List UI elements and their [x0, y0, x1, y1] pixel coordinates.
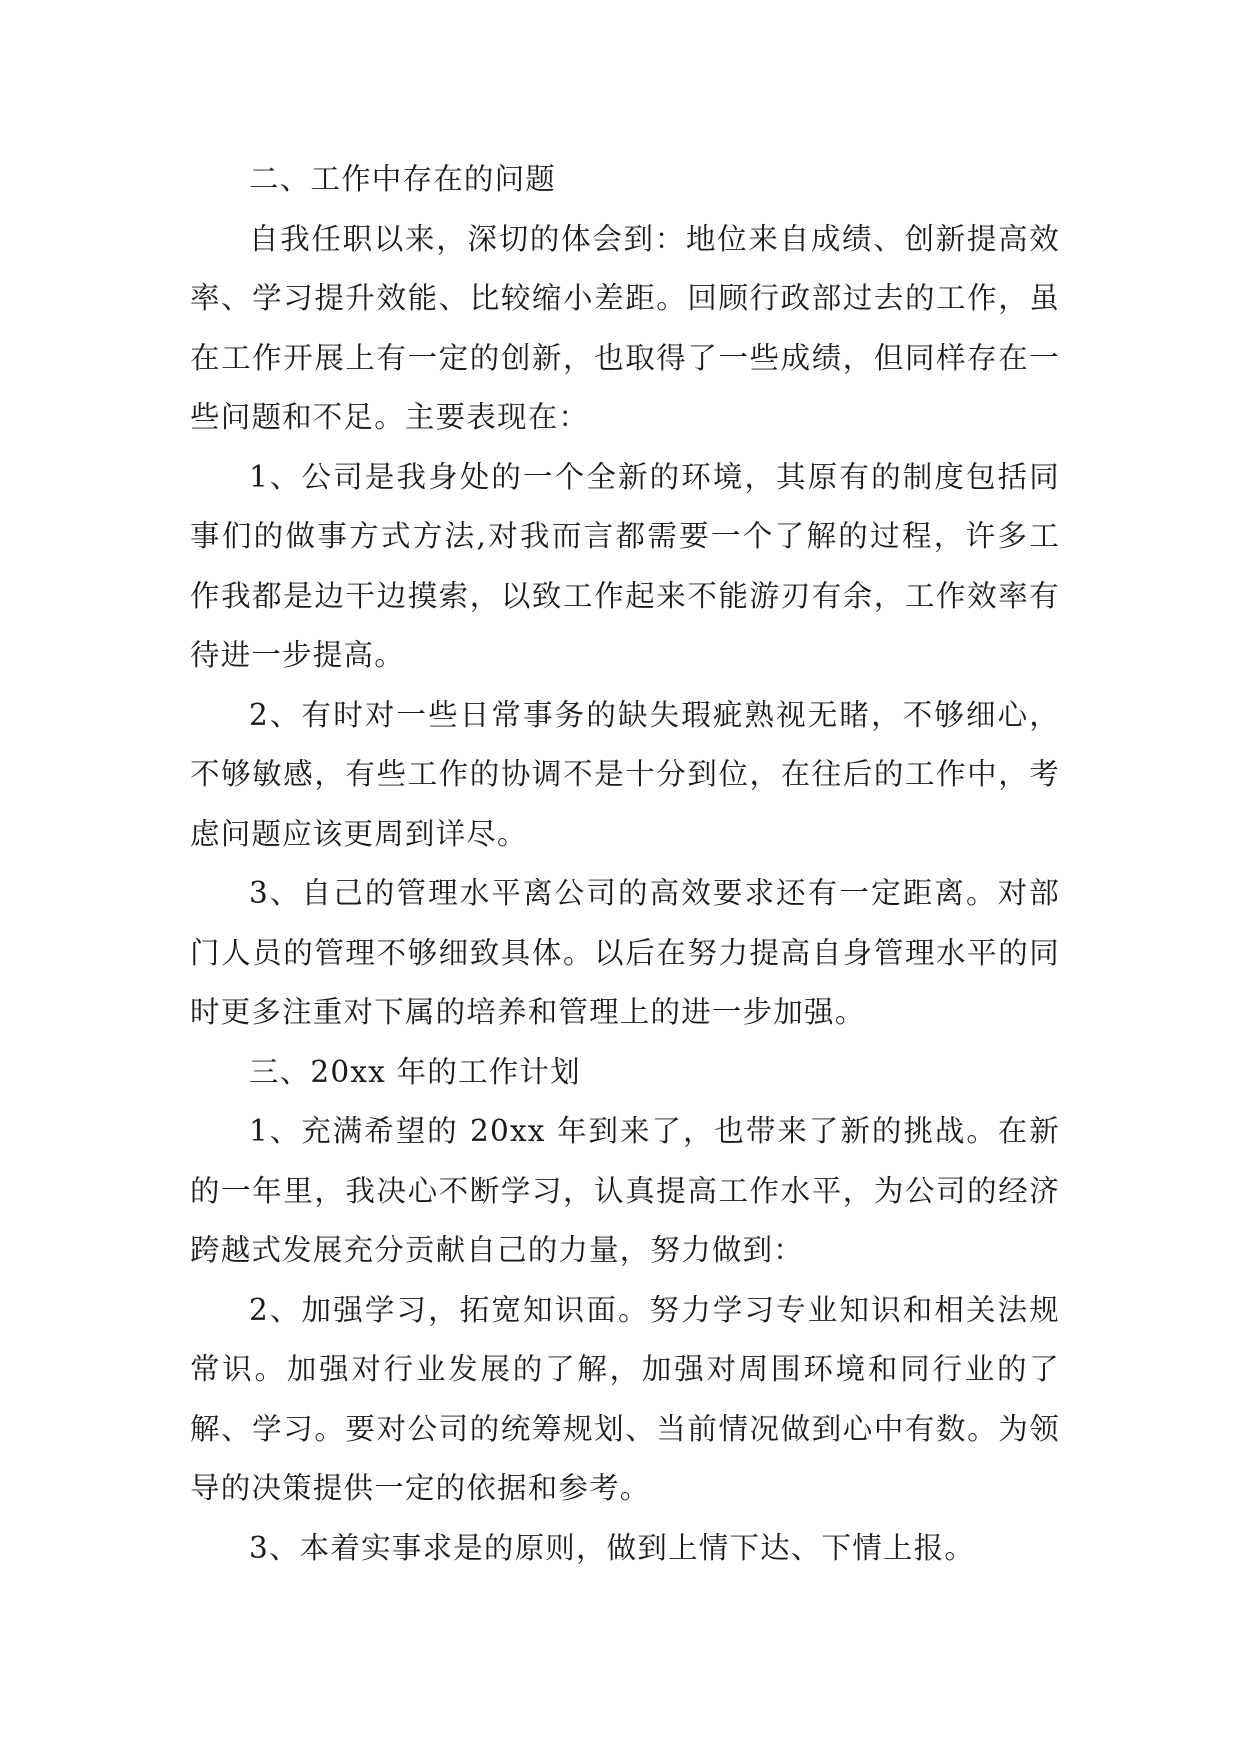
paragraph-plan-3: 3、本着实事求是的原则，做到上情下达、下情上报。: [249, 1530, 976, 1565]
paragraph-plan-1: 1、充满希望的 20xx 年到来了，也带来了新的挑战。在新的一年里，我决心不断学习，认真提高工作水平，为公司的经济跨越式发展充分贡献自己的力量，努力做到：: [190, 1114, 1060, 1267]
document-page: [190, 150, 1060, 1578]
section-heading-plan: 三、20xx 年的工作计划: [249, 1054, 581, 1089]
paragraph-intro: 自我任职以来，深切的体会到：地位来自成绩、创新提高效率、学习提升效能、比较缩小差距。回顾行政部过去的工作，虽在工作开展上有一定的创新，也取得了一些成绩，但同样存在一些问题和不足。主要表现在：: [190, 221, 1060, 434]
section-heading-problems: 二、工作中存在的问题: [249, 162, 557, 196]
paragraph-problem-2: 2、有时对一些日常事务的缺失瑕疵熟视无睹，不够细心，不够敏感，有些工作的协调不是十分到位，在往后的工作中，考虑问题应该更周到详尽。: [190, 697, 1060, 851]
paragraph-problem-3: 3、自己的管理水平离公司的高效要求还有一定距离。对部门人员的管理不够细致具体。以后在努力提高自身管理水平的同时更多注重对下属的培养和管理上的进一步加强。: [190, 876, 1060, 1029]
paragraph-plan-2: 2、加强学习，拓宽知识面。努力学习专业知识和相关法规常识。加强对行业发展的了解，加强对周围环境和同行业的了解、学习。要对公司的统筹规划、当前情况做到心中有数。为领导的决策提供一定的依据和参考。: [190, 1292, 1060, 1505]
paragraph-problem-1: 1、公司是我身处的一个全新的环境，其原有的制度包括同事们的做事方式方法,对我而言都需要一个了解的过程，许多工作我都是边干边摸索，以致工作起来不能游刃有余，工作效率有待进一步提高。: [190, 459, 1060, 672]
